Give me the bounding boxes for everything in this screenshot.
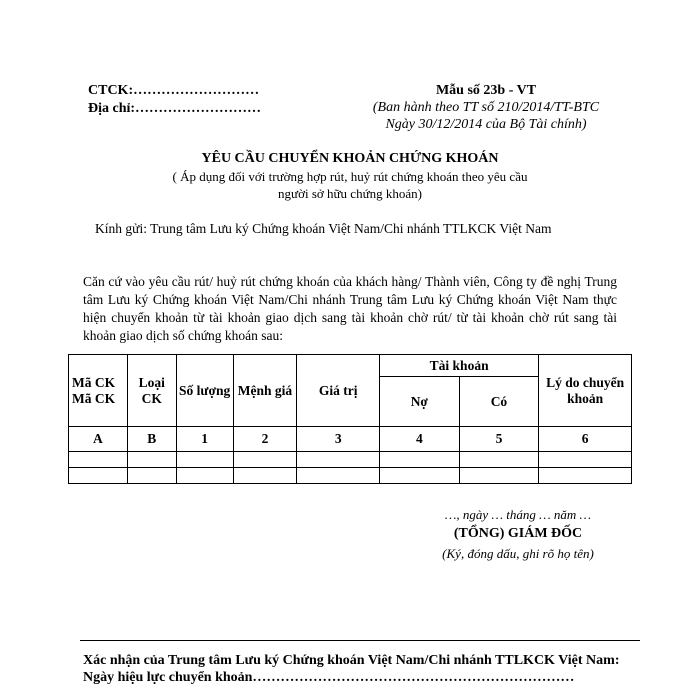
confirmation-block <box>83 652 623 686</box>
header-gia-tri: Giá trị <box>297 355 380 427</box>
code-cell: 3 <box>297 427 380 452</box>
header-no: Nợ <box>380 377 460 427</box>
header-right <box>360 82 612 133</box>
addressee-line: Kính gửi: Trung tâm Lưu ký Chứng khoán Việt Nam/Chi nhánh TTLKCK Việt Nam <box>95 221 552 236</box>
code-cell: 6 <box>539 427 632 452</box>
signature-block <box>418 506 618 564</box>
header-ly-do: Lý do chuyển khoản <box>539 355 632 427</box>
signature-title: (TỔNG) GIÁM ĐỐC <box>453 526 583 541</box>
header-tai-khoan: Tài khoản <box>380 355 539 377</box>
title-block <box>0 150 700 202</box>
empty-cell[interactable] <box>297 468 380 484</box>
empty-cell[interactable] <box>380 452 460 468</box>
confirmation-line-2: Ngày hiệu lực chuyển khoản…………………………………………………………… <box>83 670 575 685</box>
address-line: Địa chỉ:……………………… <box>88 101 262 116</box>
empty-cell[interactable] <box>539 468 632 484</box>
empty-cell[interactable] <box>233 468 297 484</box>
code-cell: 2 <box>233 427 297 452</box>
empty-cell[interactable] <box>233 452 297 468</box>
empty-cell[interactable] <box>297 452 380 468</box>
document-title: YÊU CẦU CHUYỂN KHOẢN CHỨNG KHOÁN <box>201 151 499 166</box>
code-cell: 5 <box>459 427 539 452</box>
table-row-empty <box>69 468 632 484</box>
signature-date: …, ngày … tháng … năm … <box>444 507 592 522</box>
code-cell: B <box>127 427 176 452</box>
empty-cell[interactable] <box>459 452 539 468</box>
empty-cell[interactable] <box>69 452 128 468</box>
form-code: Mẫu số 23b - VT <box>435 83 537 98</box>
empty-cell[interactable] <box>127 468 176 484</box>
empty-cell[interactable] <box>459 468 539 484</box>
code-cell: A <box>69 427 128 452</box>
header-menh-gia: Mệnh giá <box>233 355 297 427</box>
empty-cell[interactable] <box>127 452 176 468</box>
empty-cell[interactable] <box>380 468 460 484</box>
empty-cell[interactable] <box>176 468 233 484</box>
subtitle-line-1: ( Áp dụng đối với trường hợp rút, huỷ rút chứng khoán theo yêu cầu <box>172 169 528 184</box>
issued-date: Ngày 30/12/2014 của Bộ Tài chính) <box>385 117 587 132</box>
empty-cell[interactable] <box>69 468 128 484</box>
subtitle-line-2: người sở hữu chứng khoán) <box>278 186 422 201</box>
issued-by: (Ban hành theo TT số 210/2014/TT-BTC <box>372 100 600 115</box>
empty-cell[interactable] <box>539 452 632 468</box>
table-row-empty <box>69 452 632 468</box>
divider-line <box>80 640 640 641</box>
header-so-luong: Số lượng <box>176 355 233 427</box>
code-cell: 1 <box>176 427 233 452</box>
header-ma-ck: Mã CK Mã CK <box>69 355 128 427</box>
table-row-codes <box>69 427 632 452</box>
code-cell: 4 <box>380 427 460 452</box>
securities-table <box>68 354 632 484</box>
confirmation-line-1: Xác nhận của Trung tâm Lưu ký Chứng khoán Việt Nam/Chi nhánh TTLKCK Việt Nam: <box>83 653 620 668</box>
ctck-line: CTCK:……………………… <box>88 83 260 98</box>
header-loai-ck: Loại CK <box>127 355 176 427</box>
empty-cell[interactable] <box>176 452 233 468</box>
header-co: Có <box>459 377 539 427</box>
body-paragraph: Căn cứ vào yêu cầu rút/ huỷ rút chứng khoán của khách hàng/ Thành viên, Công ty đề nghị Trung tâm Lưu ký Chứng khoán Việt Nam/Chi nhánh Trung tâm Lưu ký Chứng khoán Việt Nam thực hiện chuyển khoản từ tài khoản giao dịch sang tài khoản chờ rút/ từ tài khoản chờ rút sang tài khoản giao dịch số chứng khoán sau: <box>83 274 617 343</box>
header-left <box>88 82 261 118</box>
signature-note: (Ký, đóng dấu, ghi rõ họ tên) <box>442 546 594 561</box>
